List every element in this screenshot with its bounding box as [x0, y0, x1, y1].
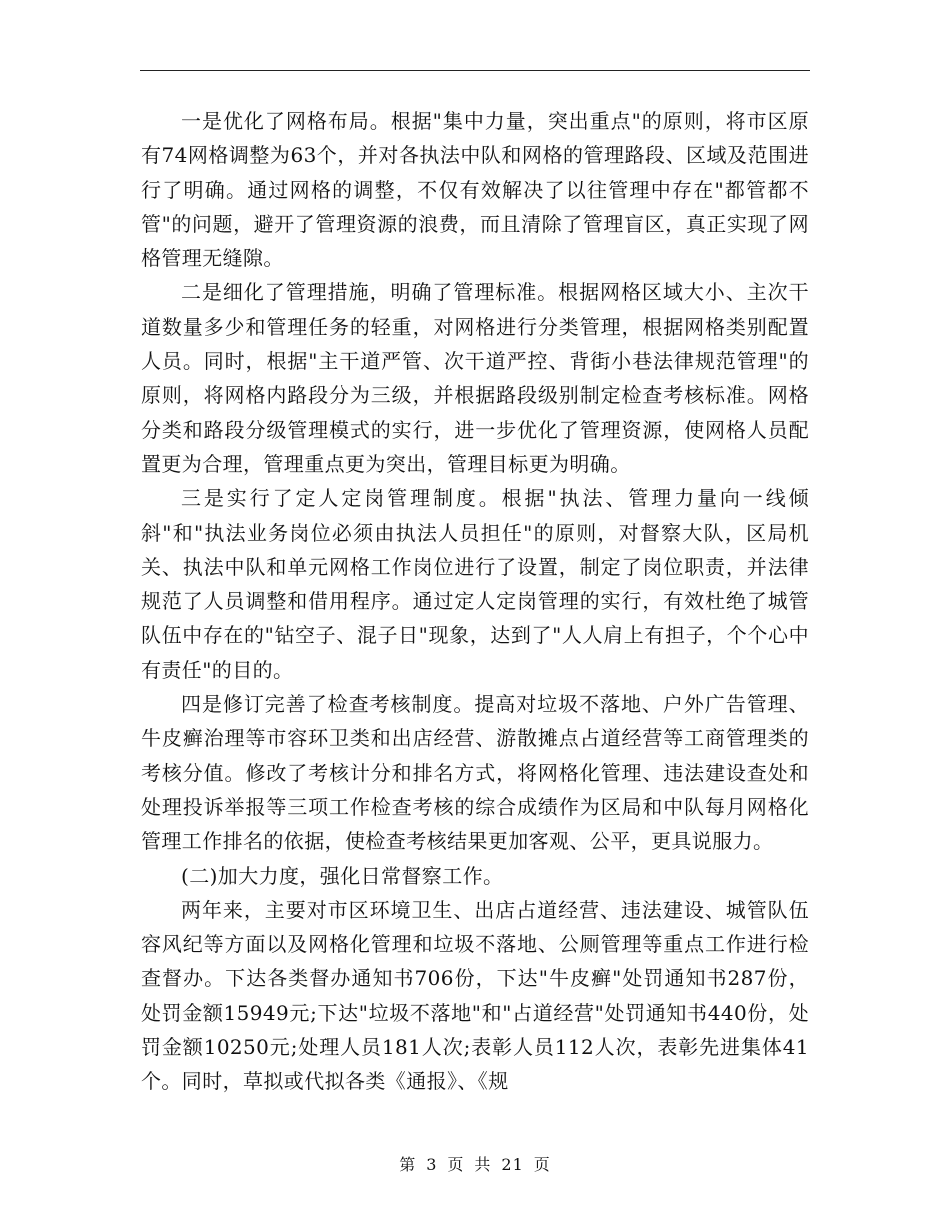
document-body	[141, 104, 809, 1099]
page-footer	[0, 1152, 950, 1175]
page-number-current: 3	[426, 1155, 438, 1174]
footer-page-word: 页	[447, 1155, 465, 1174]
paragraph-grid-layout: 一是优化了网格布局。根据"集中力量，突出重点"的原则，将市区原有74网格调整为63个，并对各执法中队和网格的管理路段、区域及范围进行了明确。通过网格的调整，不仅有效解决了以往管理中存在"都管都不管"的问题，避开了管理资源的浪费，而且清除了管理盲区，真正实现了网格管理无缝隙。	[141, 109, 809, 271]
paragraph-supervision-results: 两年来，主要对市区环境卫生、出店占道经营、违法建设、城管队伍容风纪等方面以及网格化管理和垃圾不落地、公厕管理等重点工作进行检查督办。下达各类督办通知书706份，下达"牛皮癣"处罚通知书287份，处罚金额15949元;下达"垃圾不落地"和"占道经营"处罚通知书440份，处罚金额10250元;处理人员181人次;表彰人员112人次，表彰先进集体41个。同时，草拟或代拟各类《通报》、《规	[141, 897, 809, 1094]
footer-prefix: 第	[399, 1155, 417, 1174]
header-rule	[140, 70, 810, 71]
footer-suffix: 页	[533, 1155, 551, 1174]
paragraph-fixed-posts: 三是实行了定人定岗管理制度。根据"执法、管理力量向一线倾斜"和"执法业务岗位必须由执法人员担任"的原则，对督察大队，区局机关、执法中队和单元网格工作岗位进行了设置，制定了岗位职责，并法律规范了人员调整和借用程序。通过定人定岗管理的实行，有效杜绝了城管队伍中存在的"钻空子、混子日"现象，达到了"人人肩上有担子，个个心中有责任"的目的。	[141, 486, 809, 682]
footer-total-word: 共	[474, 1155, 492, 1174]
section-heading: (二)加大力度，强化日常督察工作。	[181, 863, 504, 888]
paragraph-inspection-system: 四是修订完善了检查考核制度。提高对垃圾不落地、户外广告管理、牛皮癣治理等市容环卫类和出店经营、游散摊点占道经营等工商管理类的考核分值。修改了考核计分和排名方式，将网格化管理、违法建设查处和处理投诉举报等三项工作检查考核的综合成绩作为区局和中队每月网格化管理工作排名的依据，使检查考核结果更加客观、公平，更具说服力。	[141, 692, 809, 854]
paragraph-management-measures: 二是细化了管理措施，明确了管理标准。根据网格区域大小、主次干道数量多少和管理任务的轻重，对网格进行分类管理，根据网格类别配置人员。同时，根据"主干道严管、次干道严控、背街小巷法律规范管理"的原则，将网格内路段分为三级，并根据路段级别制定检查考核标准。网格分类和路段分级管理模式的实行，进一步优化了管理资源，使网格人员配置更为合理，管理重点更为突出，管理目标更为明确。	[141, 280, 809, 476]
page-number-total: 21	[501, 1155, 524, 1174]
